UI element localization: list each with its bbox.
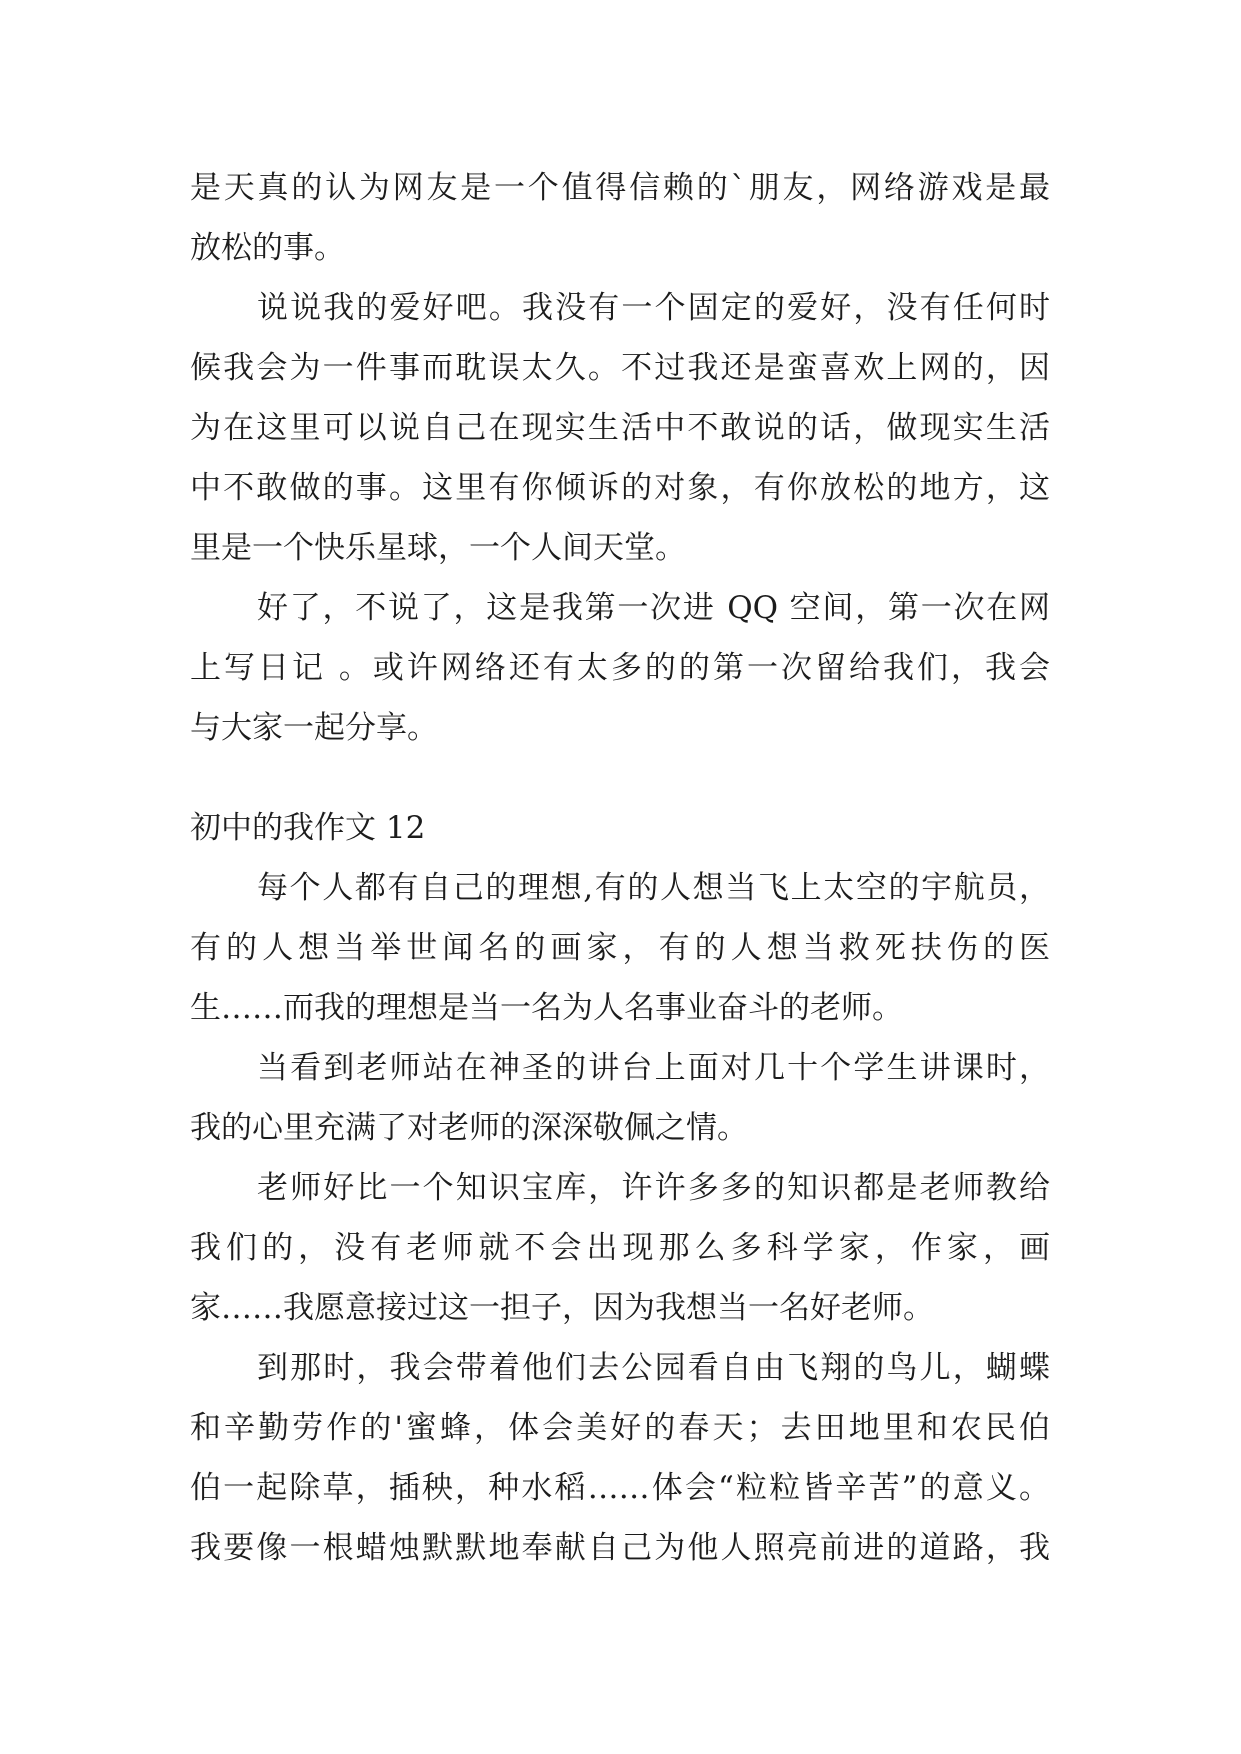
text-line: 有的人想当举世闻名的画家，有的人想当救死扶伤的医 [190, 930, 1050, 966]
text-line: 放松的事。 [190, 230, 345, 266]
text-line: 为在这里可以说自己在现实生活中不敢说的话，做现实生活 [190, 410, 1050, 446]
section-title: 初中的我作文 12 [190, 810, 426, 846]
text-line: 是天真的认为网友是一个值得信赖的`朋友，网络游戏是最 [190, 170, 1050, 206]
text-line: 我们的，没有老师就不会出现那么多科学家，作家，画 [190, 1230, 1050, 1266]
text-line: 上写日记 。或许网络还有太多的的第一次留给我们，我会 [190, 650, 1050, 686]
text-line: 家……我愿意接过这一担子，因为我想当一名好老师。 [190, 1290, 934, 1326]
text-line: 伯一起除草，插秧，种水稻……体会“粒粒皆辛苦”的意义。 [190, 1470, 1050, 1506]
text-line: 我的心里充满了对老师的深深敬佩之情。 [190, 1110, 748, 1146]
text-line: 中不敢做的事。这里有你倾诉的对象，有你放松的地方，这 [190, 470, 1050, 506]
text-line: 候我会为一件事而耽误太久。不过我还是蛮喜欢上网的，因 [190, 350, 1050, 386]
paragraph-first-line: 当看到老师站在神圣的讲台上面对几十个学生讲课时， [257, 1050, 1050, 1086]
paragraph-first-line: 说说我的爱好吧。我没有一个固定的爱好，没有任何时 [257, 290, 1050, 326]
text-line: 生……而我的理想是当一名为人名事业奋斗的老师。 [190, 990, 903, 1026]
text-line: 里是一个快乐星球，一个人间天堂。 [190, 530, 686, 566]
text-line: 和辛勤劳作的'蜜蜂，体会美好的春天；去田地里和农民伯 [190, 1410, 1050, 1446]
paragraph-first-line: 到那时，我会带着他们去公园看自由飞翔的鸟儿，蝴蝶 [257, 1350, 1050, 1386]
paragraph-first-line: 老师好比一个知识宝库，许许多多的知识都是老师教给 [257, 1170, 1050, 1206]
paragraph-first-line: 每个人都有自己的理想,有的人想当飞上太空的宇航员， [257, 870, 1050, 906]
text-line: 我要像一根蜡烛默默地奉献自己为他人照亮前进的道路，我 [190, 1530, 1050, 1566]
paragraph-first-line: 好了，不说了，这是我第一次进 QQ 空间，第一次在网 [257, 590, 1050, 626]
text-line: 与大家一起分享。 [190, 710, 438, 746]
